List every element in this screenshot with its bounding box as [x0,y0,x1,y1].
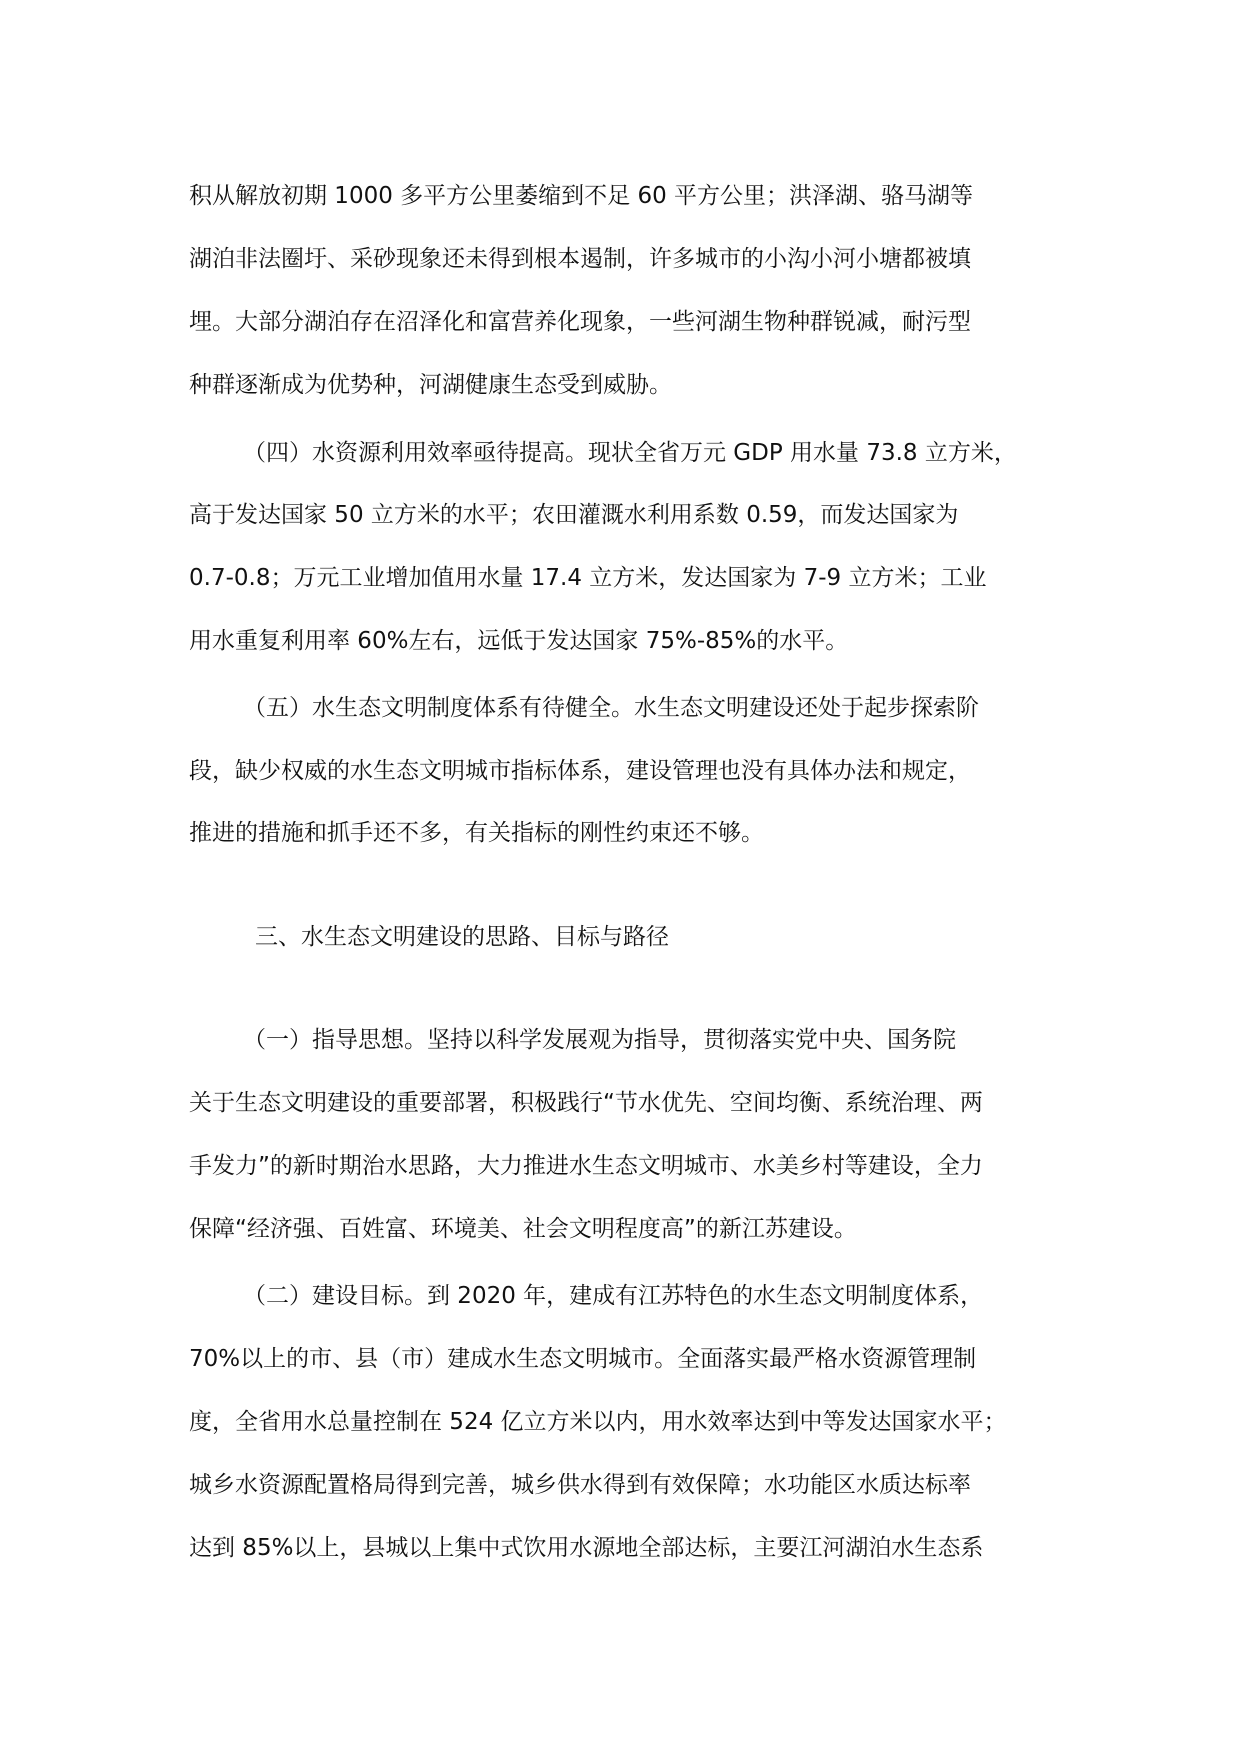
section-heading: 三、水生态文明建设的思路、目标与路径 [255,924,669,950]
text-line: 城乡水资源配置格局得到完善，城乡供水得到有效保障；水功能区水质达标率 [189,1472,971,1498]
text-line: 湖泊非法圈圩、采砂现象还未得到根本遏制，许多城市的小沟小河小塘都被填 [189,246,971,272]
text-line: 达到 85%以上，县城以上集中式饮用水源地全部达标，主要江河湖泊水生态系 [189,1535,984,1561]
text-line: 高于发达国家 50 立方米的水平；农田灌溉水利用系数 0.59，而发达国家为 [189,502,959,528]
text-line: 0.7-0.8；万元工业增加值用水量 17.4 立方米，发达国家为 7-9 立方米；工业 [189,565,987,591]
text-line: 保障“经济强、百姓富、环境美、社会文明程度高”的新江苏建设。 [189,1216,857,1242]
text-line: 积从解放初期 1000 多平方公里萎缩到不足 60 平方公里；洪泽湖、骆马湖等 [189,183,974,209]
text-line: 段，缺少权威的水生态文明城市指标体系，建设管理也没有具体办法和规定， [189,758,971,784]
text-line: 种群逐渐成为优势种，河湖健康生态受到威胁。 [189,372,672,398]
text-line: 用水重复利用率 60%左右，远低于发达国家 75%-85%的水平。 [189,628,849,654]
text-line: 度，全省用水总量控制在 524 亿立方米以内，用水效率达到中等发达国家水平； [189,1409,1007,1435]
paragraph-start-line: （四）水资源利用效率亟待提高。现状全省万元 GDP 用水量 73.8 立方米， [243,440,1017,466]
text-line: 推进的措施和抓手还不多，有关指标的刚性约束还不够。 [189,820,764,846]
text-line: 手发力”的新时期治水思路，大力推进水生态文明城市、水美乡村等建设，全力 [189,1153,983,1179]
text-line: 70%以上的市、县（市）建成水生态文明城市。全面落实最严格水资源管理制 [189,1346,977,1372]
text-line: 关于生态文明建设的重要部署，积极践行“节水优先、空间均衡、系统治理、两 [189,1090,983,1116]
paragraph-start-line: （五）水生态文明制度体系有待健全。水生态文明建设还处于起步探索阶 [243,695,979,721]
text-line: 埋。大部分湖泊存在沼泽化和富营养化现象，一些河湖生物种群锐减，耐污型 [189,309,971,335]
paragraph-start-line: （一）指导思想。坚持以科学发展观为指导，贯彻落实党中央、国务院 [243,1027,956,1053]
paragraph-start-line: （二）建设目标。到 2020 年，建成有江苏特色的水生态文明制度体系， [243,1283,984,1309]
